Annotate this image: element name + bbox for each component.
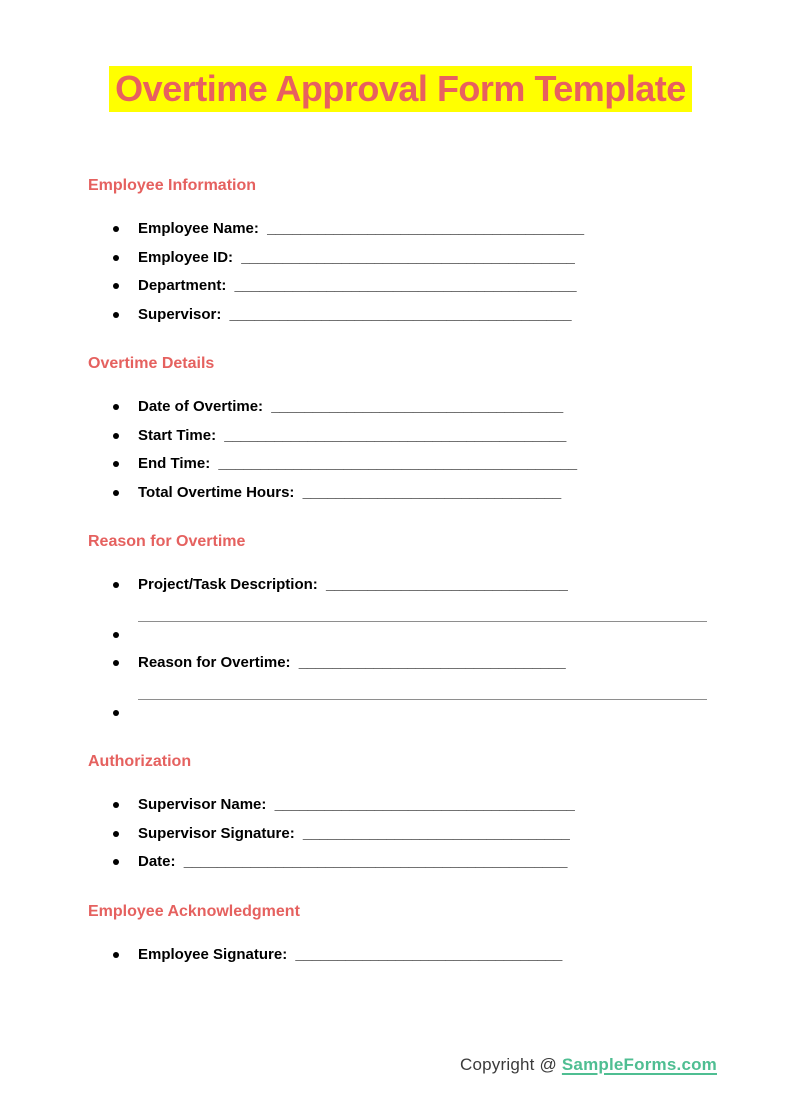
field-label: Supervisor Name: bbox=[138, 796, 267, 813]
bullet-icon bbox=[113, 632, 119, 638]
field-label: Start Time: bbox=[138, 426, 217, 444]
bullet-icon bbox=[113, 660, 119, 666]
bullet-icon bbox=[113, 802, 119, 808]
field-label: Project/Task Description: bbox=[138, 576, 318, 593]
bullet-icon bbox=[113, 404, 119, 410]
section-employee-acknowledgment bbox=[88, 903, 707, 970]
copyright-text: Copyright @ bbox=[460, 1055, 562, 1074]
bullet-icon bbox=[113, 283, 119, 289]
list-item-end-time bbox=[138, 450, 707, 479]
section-heading-authorization: Authorization bbox=[88, 753, 192, 770]
title-row bbox=[0, 66, 801, 112]
blank-underscores: ___________________________________________ bbox=[218, 455, 578, 472]
blank-underscores: ______________________________________ bbox=[267, 220, 585, 237]
bullet-icon bbox=[113, 710, 119, 716]
section-heading-overtime-details: Overtime Details bbox=[88, 355, 215, 372]
bullet-icon bbox=[113, 433, 119, 439]
list-item-blank-line bbox=[138, 699, 707, 728]
footer bbox=[460, 1055, 717, 1075]
reason-for-overtime-list bbox=[88, 571, 707, 727]
blank-underscores: _________________________________________ bbox=[224, 426, 567, 444]
page-title: Overtime Approval Form Template bbox=[109, 66, 692, 112]
field-label: Employee Signature: bbox=[138, 945, 288, 963]
bullet-icon bbox=[113, 831, 119, 837]
blank-underscores: _____________________________ bbox=[325, 576, 568, 593]
field-label: Supervisor Signature: bbox=[138, 824, 295, 842]
field-label: Supervisor: bbox=[138, 305, 222, 323]
authorization-list bbox=[88, 791, 707, 877]
list-item-start-time bbox=[138, 422, 707, 451]
bullet-icon bbox=[113, 312, 119, 318]
field-label: Date of Overtime: bbox=[138, 398, 264, 415]
overtime-details-list bbox=[88, 393, 707, 507]
section-reason-for-overtime bbox=[88, 533, 707, 727]
blank-underscores: ________________________________ bbox=[298, 654, 566, 671]
section-overtime-details bbox=[88, 355, 707, 507]
section-heading-employee-acknowledgment: Employee Acknowledgment bbox=[88, 902, 300, 920]
employee-acknowledgment-list bbox=[88, 941, 707, 970]
field-label: End Time: bbox=[138, 455, 211, 472]
list-item-reason-for-overtime bbox=[138, 649, 707, 678]
list-item-blank-line bbox=[138, 621, 707, 650]
field-label: Employee Name: bbox=[138, 220, 259, 237]
field-label: Reason for Overtime: bbox=[138, 654, 291, 671]
bullet-icon bbox=[113, 226, 119, 232]
field-label: Employee ID: bbox=[138, 248, 234, 266]
list-item-employee-name bbox=[138, 215, 707, 244]
list-item-total-overtime-hours bbox=[138, 479, 707, 508]
list-item-supervisor bbox=[138, 301, 707, 330]
list-item-project-task-description bbox=[138, 571, 707, 600]
field-label: Department: bbox=[138, 277, 227, 294]
blank-underscores: _________________________________________ bbox=[229, 305, 572, 323]
bullet-icon bbox=[113, 490, 119, 496]
section-heading-reason-for-overtime: Reason for Overtime bbox=[88, 533, 246, 550]
blank-underscores: ________________________________ bbox=[302, 824, 570, 842]
list-item-employee-signature bbox=[138, 941, 707, 970]
sampleforms-link[interactable]: SampleForms.com bbox=[561, 1055, 717, 1074]
document-page bbox=[0, 66, 801, 1101]
blank-underscores: ______________________________________________ bbox=[183, 853, 568, 870]
employee-information-list bbox=[88, 215, 707, 329]
blank-line bbox=[138, 621, 707, 622]
list-item-employee-id bbox=[138, 244, 707, 273]
field-label: Date: bbox=[138, 853, 176, 870]
list-item-department bbox=[138, 272, 707, 301]
field-label: Total Overtime Hours: bbox=[138, 483, 295, 501]
blank-underscores: ___________________________________ bbox=[271, 398, 564, 415]
list-item-date bbox=[138, 848, 707, 877]
bullet-icon bbox=[113, 582, 119, 588]
bullet-icon bbox=[113, 255, 119, 261]
blank-line bbox=[138, 699, 707, 700]
blank-underscores: ____________________________________ bbox=[274, 796, 575, 813]
section-authorization bbox=[88, 753, 707, 877]
blank-underscores: _________________________________________ bbox=[234, 277, 577, 294]
blank-underscores: _______________________________ bbox=[302, 483, 562, 501]
blank-underscores: ________________________________ bbox=[295, 945, 563, 963]
list-item-date-of-overtime bbox=[138, 393, 707, 422]
list-item-supervisor-signature bbox=[138, 820, 707, 849]
bullet-icon bbox=[113, 859, 119, 865]
blank-underscores: ________________________________________ bbox=[241, 248, 575, 266]
bullet-icon bbox=[113, 952, 119, 958]
section-heading-employee-information: Employee Information bbox=[88, 177, 257, 194]
bullet-icon bbox=[113, 461, 119, 467]
section-employee-information bbox=[88, 177, 707, 329]
list-item-supervisor-name bbox=[138, 791, 707, 820]
